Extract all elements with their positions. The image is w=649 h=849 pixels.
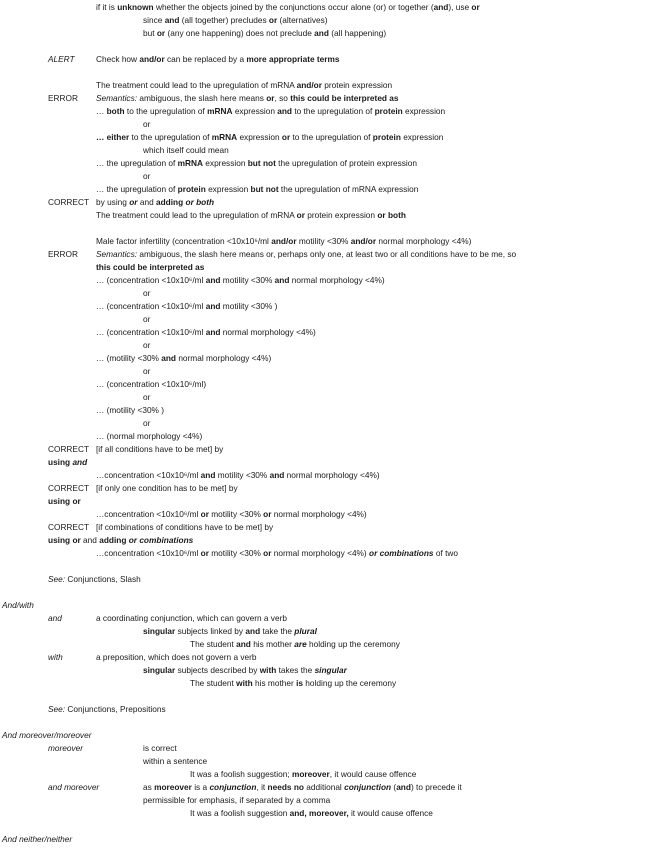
example1-correct-how: by using or and adding or both [96, 197, 215, 207]
example2-or: or [143, 418, 151, 428]
see-also-slash: See: Conjunctions, Slash [48, 574, 141, 584]
example2-correct3-label: CORRECT [48, 522, 90, 532]
moreover-term: moreover [48, 743, 84, 753]
example2-or: or [143, 392, 151, 402]
example2-semantics-interpreted: this could be interpreted as [96, 262, 205, 272]
and-moreover-example: It was a foolish suggestion and, moreover, it would cause offence [190, 808, 433, 818]
example1-interpretation-mrna-not-protein: … the upregulation of mRNA expression but not the upregulation of protein expression [96, 158, 417, 168]
example2-semantics: Semantics: ambiguous, the slash here means or, perhaps only one, at least two or all conditions have to be me, so [96, 249, 517, 259]
andwith-with-example: The student with his mother is holding up the ceremony [190, 678, 397, 688]
example2-or: or [143, 314, 151, 324]
example2-item-3: … (concentration <10x10⁶/ml and normal morphology <4%) [96, 327, 316, 337]
and-moreover-explanation: as moreover is a conjunction, it needs no additional conjunction (and) to precede it [143, 782, 462, 792]
intro-line-1: if it is unknown whether the objects joined by the conjunctions occur alone (or) or together (and), use or [96, 2, 480, 12]
example2-correct1-text: …concentration <10x10⁶/ml and motility <30% and normal morphology <4%) [96, 470, 380, 480]
alert-label: ALERT [48, 54, 75, 64]
example2-correct2-condition: [if only one condition has to be met] by [96, 483, 238, 493]
andwith-and-rule: singular subjects linked by and take the plural [143, 626, 317, 636]
moreover-example: It was a foolish suggestion; moreover, it would cause offence [190, 769, 417, 779]
example2-correct2-using: using or [48, 496, 81, 506]
example2-item-5: … (concentration <10x10⁶/ml) [96, 379, 207, 389]
example1-interpretation-either: … either to the upregulation of mRNA expression or to the upregulation of protein expression [96, 132, 444, 142]
example2-item-7: … (normal morphology <4%) [96, 431, 203, 441]
example2-or: or [143, 288, 151, 298]
example2-or: or [143, 340, 151, 350]
example2-correct2-text: …concentration <10x10⁶/ml or motility <30% or normal morphology <4%) [96, 509, 367, 519]
example1-semantics: Semantics: ambiguous, the slash here means or, so this could be interpreted as [96, 93, 399, 103]
example2-correct1-label: CORRECT [48, 444, 90, 454]
example2-item-2: … (concentration <10x10⁶/ml and motility <30% ) [96, 301, 278, 311]
alert-text: Check how and/or can be replaced by a more appropriate terms [96, 54, 340, 64]
andwith-with-definition: a preposition, which does not govern a verb [96, 652, 257, 662]
example1-correct-sentence: The treatment could lead to the upregulation of mRNA or protein expression or both [96, 210, 406, 220]
example1-or-2: or [143, 171, 151, 181]
example2-item-6: … (motility <30% ) [96, 405, 165, 415]
example2-item-4: … (motility <30% and normal morphology <4%) [96, 353, 272, 363]
example1-which-means: which itself could mean [143, 145, 229, 155]
andwith-and-term: and [48, 613, 62, 623]
neither-heading: And neither/neither [2, 834, 73, 844]
example2-correct3-text: …concentration <10x10⁶/ml or motility <30% or normal morphology <4%) or combinations of two [96, 548, 459, 558]
example2-correct2-label: CORRECT [48, 483, 90, 493]
see-also-prepositions: See: Conjunctions, Prepositions [48, 704, 166, 714]
and-moreover-term: and moreover [48, 782, 100, 792]
example2-item-1: … (concentration <10x10⁶/ml and motility <30% and normal morphology <4%) [96, 275, 385, 285]
example2-correct1-condition: [if all conditions have to be met] by [96, 444, 224, 454]
example2-or: or [143, 366, 151, 376]
moreover-within-sentence: within a sentence [143, 756, 208, 766]
example2-correct3-using: using or and adding or combinations [48, 535, 194, 545]
and-moreover-permissible: permissible for emphasis, if separated by a comma [143, 795, 331, 805]
example1-sentence: The treatment could lead to the upregulation of mRNA and/or protein expression [96, 80, 393, 90]
andwith-with-term: with [48, 652, 63, 662]
example2-correct1-using: using and [48, 457, 88, 467]
andwith-and-example: The student and his mother are holding up the ceremony [190, 639, 400, 649]
example1-correct-label: CORRECT [48, 197, 90, 207]
example1-interpretation-protein-not-mrna: … the upregulation of protein expression but not the upregulation of mRNA expression [96, 184, 419, 194]
example1-interpretation-both: … both to the upregulation of mRNA expression and to the upregulation of protein expression [96, 106, 446, 116]
moreover-correct: is correct [143, 743, 177, 753]
andwith-with-rule: singular subjects described by with takes the singular [143, 665, 347, 675]
andwith-and-definition: a coordinating conjunction, which can govern a verb [96, 613, 287, 623]
example1-error-label: ERROR [48, 93, 78, 103]
example2-sentence: Male factor infertility (concentration <10x10⁶/ml and/or motility <30% and/or normal morphology <4%) [96, 236, 472, 246]
example1-or-1: or [143, 119, 151, 129]
andwith-heading: And/with [2, 600, 34, 610]
moreover-heading: And moreover/moreover [2, 730, 92, 740]
example2-error-label: ERROR [48, 249, 78, 259]
intro-line-3: but or (any one happening) does not preclude and (all happening) [143, 28, 387, 38]
example2-correct3-condition: [if combinations of conditions have to be met] by [96, 522, 274, 532]
intro-line-2: since and (all together) precludes or (alternatives) [143, 15, 328, 25]
